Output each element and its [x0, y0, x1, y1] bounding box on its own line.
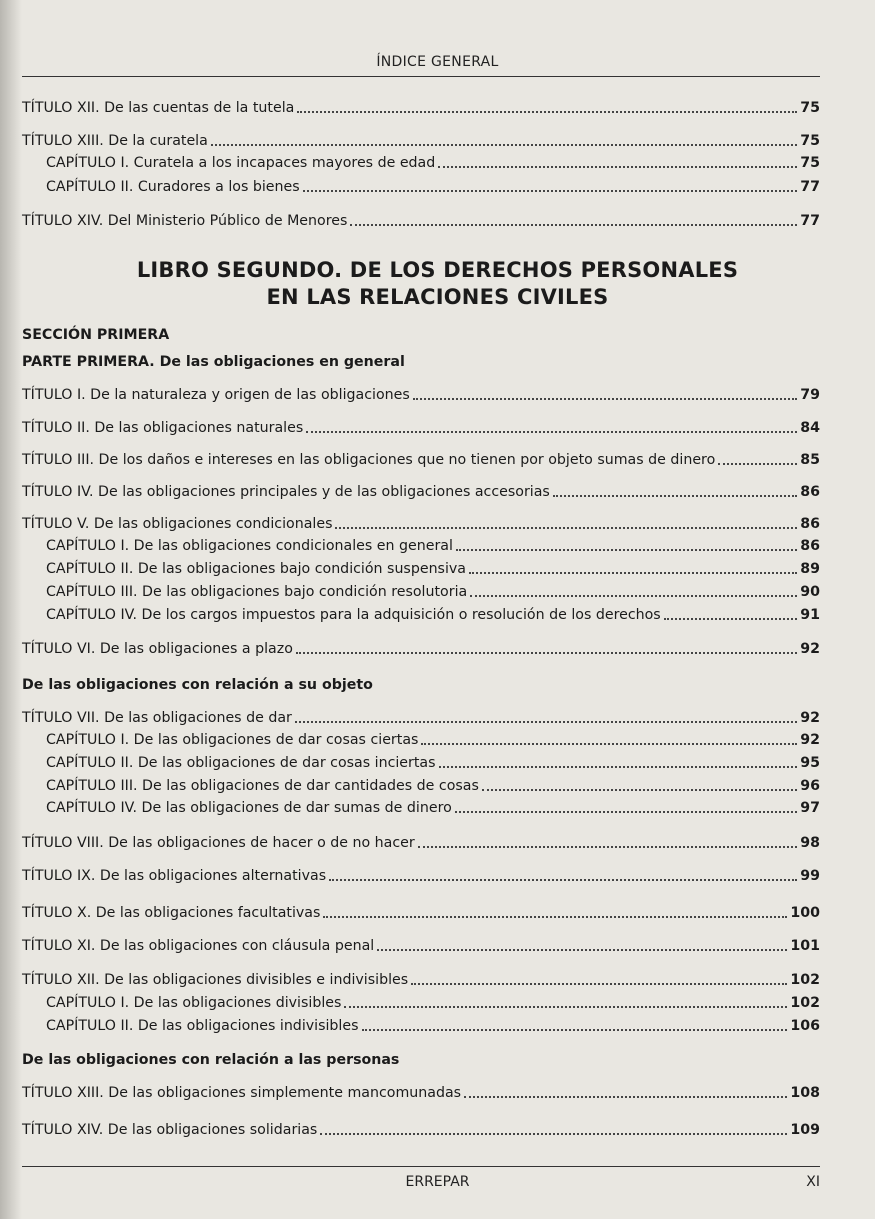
toc-entry-text: TÍTULO II. De las obligaciones naturales — [22, 420, 304, 436]
toc-entry-text: TÍTULO XIII. De las obligaciones simplemente mancomunadas — [22, 1085, 462, 1101]
toc-page-number: 86 — [800, 484, 820, 500]
dot-leader — [411, 970, 787, 985]
toc-title-entry — [22, 639, 820, 659]
page-gutter-shadow — [0, 0, 22, 1219]
toc-page-number: 75 — [800, 100, 820, 116]
persons-heading: De las obligaciones con relación a las personas — [22, 1052, 400, 1068]
toc-entry-text: TÍTULO XI. De las obligaciones con cláusula penal — [22, 938, 375, 954]
toc-page-number: 96 — [800, 778, 820, 794]
header-rule — [22, 76, 820, 77]
toc-entry-text: TÍTULO III. De los daños e intereses en las obligaciones que no tienen por objeto sumas de dinero — [22, 452, 716, 468]
dot-leader — [470, 582, 797, 597]
toc-title-entry — [22, 970, 820, 990]
dot-leader — [306, 418, 797, 433]
dot-leader — [469, 559, 797, 574]
toc-page-number: 75 — [800, 155, 820, 171]
toc-page-number: 109 — [790, 1122, 820, 1138]
toc-page-number: 102 — [790, 995, 820, 1011]
toc-title-entry — [22, 708, 820, 728]
toc-chapter-entry — [46, 605, 820, 625]
toc-page-number: 86 — [800, 538, 820, 554]
toc-entry-text: TÍTULO VI. De las obligaciones a plazo — [22, 641, 293, 657]
toc-page-number: 97 — [800, 800, 820, 816]
toc-page-number: 86 — [800, 516, 820, 532]
toc-title-entry — [22, 98, 820, 118]
toc-page-number: 101 — [790, 938, 820, 954]
toc-entry-text: TÍTULO XIV. Del Ministerio Público de Menores — [22, 213, 348, 229]
toc-page-number: 92 — [800, 641, 820, 657]
toc-entry-text: TÍTULO VII. De las obligaciones de dar — [22, 710, 292, 726]
toc-page-number: 90 — [800, 584, 820, 600]
dot-leader — [295, 708, 797, 723]
dot-leader — [362, 1016, 788, 1031]
toc-entry-text: TÍTULO XIV. De las obligaciones solidarias — [22, 1122, 318, 1138]
toc-chapter-entry — [46, 582, 820, 602]
dot-leader — [418, 833, 798, 848]
dot-leader — [350, 211, 797, 226]
toc-title-entry — [22, 418, 820, 438]
toc-entry-text: CAPÍTULO II. De las obligaciones de dar cosas inciertas — [46, 755, 436, 771]
toc-page-number: 77 — [800, 179, 820, 195]
toc-title-entry — [22, 1120, 820, 1140]
toc-page-number: 100 — [790, 905, 820, 921]
toc-entry-text: CAPÍTULO I. Curatela a los incapaces mayores de edad — [46, 155, 436, 171]
dot-leader — [456, 536, 797, 551]
toc-entry-text: CAPÍTULO IV. De los cargos impuestos para la adquisición o resolución de los derechos — [46, 607, 661, 623]
toc-title-entry — [22, 866, 820, 886]
toc-entry-text: CAPÍTULO I. De las obligaciones condicionales en general — [46, 538, 453, 554]
running-header: ÍNDICE GENERAL — [376, 54, 499, 70]
dot-leader — [439, 753, 798, 768]
toc-entry-text: TÍTULO XII. De las cuentas de la tutela — [22, 100, 295, 116]
toc-entry-text: TÍTULO IV. De las obligaciones principales y de las obligaciones accesorias — [22, 484, 550, 500]
toc-title-entry — [22, 211, 820, 231]
toc-page-number: 75 — [800, 133, 820, 149]
toc-title-entry — [22, 936, 820, 956]
object-heading: De las obligaciones con relación a su objeto — [22, 677, 373, 693]
toc-entry-text: CAPÍTULO II. De las obligaciones indivisibles — [46, 1018, 359, 1034]
toc-page-number: 99 — [800, 868, 820, 884]
dot-leader — [421, 730, 797, 745]
toc-entry-text: CAPÍTULO II. Curadores a los bienes — [46, 179, 300, 195]
toc-page-number: 79 — [800, 387, 820, 403]
dot-leader — [211, 131, 797, 146]
toc-entry-text: TÍTULO V. De las obligaciones condicionales — [22, 516, 333, 532]
toc-page-number: 108 — [790, 1085, 820, 1101]
toc-title-entry — [22, 131, 820, 151]
dot-leader — [413, 385, 797, 400]
dot-leader — [455, 798, 797, 813]
toc-chapter-entry — [46, 153, 820, 173]
toc-page-number: 77 — [800, 213, 820, 229]
toc-entry-text: CAPÍTULO I. De las obligaciones de dar cosas ciertas — [46, 732, 419, 748]
book-title-line-1: LIBRO SEGUNDO. DE LOS DERECHOS PERSONALES — [136, 258, 739, 282]
dot-leader — [553, 482, 797, 497]
toc-page-number: 89 — [800, 561, 820, 577]
toc-entry-text: TÍTULO VIII. De las obligaciones de hacer o de no hacer — [22, 835, 415, 851]
book-title-line-2: EN LAS RELACIONES CIVILES — [266, 285, 609, 309]
dot-leader — [482, 776, 797, 791]
toc-chapter-entry — [46, 753, 820, 773]
footer-page-number: XI — [806, 1174, 820, 1190]
dot-leader — [323, 903, 787, 918]
toc-chapter-entry — [46, 993, 820, 1013]
dot-leader — [303, 177, 798, 192]
toc-title-entry — [22, 514, 820, 534]
toc-chapter-entry — [46, 559, 820, 579]
section-heading: SECCIÓN PRIMERA — [22, 327, 170, 343]
dot-leader — [464, 1083, 787, 1098]
toc-entry-text: TÍTULO I. De la naturaleza y origen de las obligaciones — [22, 387, 410, 403]
footer-rule — [22, 1166, 820, 1167]
toc-entry-text: CAPÍTULO III. De las obligaciones bajo condición resolutoria — [46, 584, 468, 600]
toc-chapter-entry — [46, 730, 820, 750]
toc-chapter-entry — [46, 798, 820, 818]
toc-chapter-entry — [46, 536, 820, 556]
footer-publisher: ERREPAR — [405, 1174, 470, 1190]
toc-page-number: 92 — [800, 710, 820, 726]
toc-page-number: 84 — [800, 420, 820, 436]
toc-entry-text: TÍTULO IX. De las obligaciones alternativas — [22, 868, 327, 884]
toc-title-entry — [22, 385, 820, 405]
toc-title-entry — [22, 903, 820, 923]
toc-title-entry — [22, 482, 820, 502]
dot-leader — [296, 639, 797, 654]
dot-leader — [377, 936, 787, 951]
dot-leader — [297, 98, 797, 113]
toc-title-entry — [22, 833, 820, 853]
dot-leader — [329, 866, 797, 881]
toc-entry-text: CAPÍTULO II. De las obligaciones bajo condición suspensiva — [46, 561, 466, 577]
toc-chapter-entry — [46, 1016, 820, 1036]
dot-leader — [438, 153, 797, 168]
toc-chapter-entry — [46, 776, 820, 796]
toc-title-entry — [22, 1083, 820, 1103]
dot-leader — [664, 605, 798, 620]
toc-entry-text: TÍTULO XIII. De la curatela — [22, 133, 208, 149]
toc-entry-text: CAPÍTULO IV. De las obligaciones de dar sumas de dinero — [46, 800, 452, 816]
toc-page-number: 98 — [800, 835, 820, 851]
toc-entry-text: CAPÍTULO III. De las obligaciones de dar cantidades de cosas — [46, 778, 479, 794]
toc-page-number: 92 — [800, 732, 820, 748]
toc-page-number: 85 — [800, 452, 820, 468]
toc-entry-text: CAPÍTULO I. De las obligaciones divisibles — [46, 995, 342, 1011]
toc-page-number: 102 — [790, 972, 820, 988]
toc-entry-text: TÍTULO X. De las obligaciones facultativas — [22, 905, 321, 921]
toc-page-number: 95 — [800, 755, 820, 771]
toc-page-number: 106 — [790, 1018, 820, 1034]
toc-title-entry — [22, 450, 820, 470]
toc-entry-text: TÍTULO XII. De las obligaciones divisibles e indivisibles — [22, 972, 409, 988]
dot-leader — [718, 450, 797, 465]
toc-chapter-entry — [46, 177, 820, 197]
dot-leader — [320, 1120, 787, 1135]
part-heading: PARTE PRIMERA. De las obligaciones en general — [22, 354, 405, 370]
dot-leader — [335, 514, 797, 529]
dot-leader — [344, 993, 787, 1008]
toc-page-number: 91 — [800, 607, 820, 623]
